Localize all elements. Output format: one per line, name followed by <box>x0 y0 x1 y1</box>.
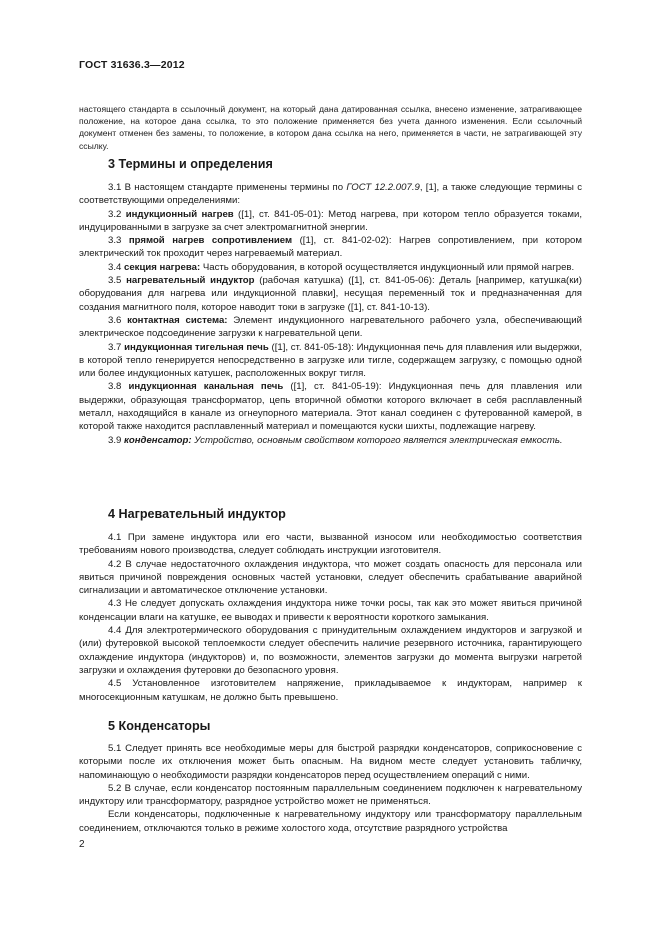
term-3-7: 3.7 индукционная тигельная печь ([1], ст. 841-05-18): Индукционная печь для плавления или выдержки, в которой тепло генерируется непосредственно в загрузке или тигле, содержащем загрузку, с помощью одной или более индукционных катушек, расположенных вокруг тигля. <box>79 341 582 380</box>
para-4-2: 4.2 В случае недостаточного охлаждения индуктора, что может создать опасность для персонала или явиться причиной повреждения основных частей установки, следует обеспечить срабатывание аварийной сигнализации и автоматическое отключение установки. <box>79 558 582 597</box>
section-3-title: 3 Термины и определения <box>108 157 273 171</box>
section-3-body <box>79 181 582 447</box>
term-3-6: 3.6 контактная система: Элемент индукционного нагревательного рабочего узла, обеспечивающий электрическое подсоединение загрузки к нагревательной цепи. <box>79 314 582 340</box>
section-5-body <box>79 742 582 835</box>
para-4-1: 4.1 При замене индуктора или его части, вызванной износом или необходимостью соответствия требованиям нового производства, следует соблюдать инструкции изготовителя. <box>79 532 582 557</box>
term-3-8: 3.8 индукционная канальная печь ([1], ст. 841-05-19): Индукционная печь для плавления или выдержки, образующая трансформатор, цепь вторичной обмотки которого включает в себя расплавленный металл, находящийся в канале из огнеупорного материала. Этот канал соединен с футерованной камерой, в которой также находится расплавленный материал и помещаются куски шихты, подлежащие нагреву. <box>79 381 582 433</box>
para-5-2-cont: Если конденсаторы, подключенные к нагревательному индуктору или трансформатору параллельным соединением, отключаются только в режиме холостого хода, отсутствие разрядного устройства <box>79 809 582 834</box>
intro-paragraph <box>79 103 582 152</box>
section-4-body <box>79 531 582 704</box>
para-4-5: 4.5 Установленное изготовителем напряжение, прикладываемое к индукторам, например к многосекционным катушкам, не должно быть превышено. <box>79 678 582 703</box>
section-4-title: 4 Нагревательный индуктор <box>108 507 286 521</box>
intro-text: настоящего стандарта в ссылочный документ, на который дана датированная ссылка, внесено изменение, затрагивающее положение, на которое дана ссылка, то это положение применяется без учета данного изменения. Если ссылочный документ отменен без замены, то положение, в котором дана ссылка на него, применяется в части, не затрагивающей эту ссылку. <box>79 104 582 151</box>
document-header: ГОСТ 31636.3—2012 <box>79 59 185 71</box>
para-5-1: 5.1 Следует принять все необходимые меры для быстрой разрядки конденсаторов, соприкосновение с которыми после их отключения может быть опасным. На видном месте следует установить табличку, напоминающую о необходимости разрядки конденсаторов перед осуществлением операций с ними. <box>79 743 582 781</box>
term-3-3: 3.3 прямой нагрев сопротивлением ([1], ст. 841-02-02): Нагрев сопротивлением, при котором электрический ток проходит через нагреваемый материал. <box>79 235 582 260</box>
para-5-2: 5.2 В случае, если конденсатор постоянным параллельным соединением подключен к нагревательному индуктору или трансформатору, разрядное устройство может не применяться. <box>79 782 582 808</box>
term-3-5: 3.5 нагревательный индуктор (рабочая катушка) ([1], ст. 841-05-06): Деталь [например, катушка(ки) оборудования для нагрева или индукционной плавки], несущая переменный ток и предназначенная для создания магнитного поля, которое наводит токи в загрузке ([1], ст. 841-10-13). <box>79 275 582 313</box>
page-number: 2 <box>79 839 85 850</box>
para-4-3: 4.3 Не следует допускать охлаждения индуктора ниже точки росы, так как это может явиться причиной конденсации влаги на катушке, ее выводах и привести к вероятности короткого замыкания. <box>79 598 582 623</box>
term-3-9: 3.9 конденсатор: Устройство, основным свойством которого является электрическая емкость. <box>108 434 563 446</box>
term-3-2: 3.2 индукционный нагрев ([1], ст. 841-05-01): Метод нагрева, при котором тепло образуется токами, индуцированными в загрузке за счет электромагнитной энергии. <box>79 208 582 233</box>
para-3-1: 3.1 В настоящем стандарте применены термины по ГОСТ 12.2.007.9, [1], а также следующие термины с соответствующими определениями: <box>79 182 583 207</box>
term-3-4: 3.4 секция нагрева: Часть оборудования, в которой осуществляется индукционный или прямой нагрев. <box>108 261 575 273</box>
section-5-title: 5 Конденсаторы <box>108 719 211 733</box>
para-4-4: 4.4 Для электротермического оборудования с принудительным охлаждением индукторов и загрузкой и (или) футеровкой высокой теплоемкости следует обеспечить наличие резервного источника, гарантирующего охлаждение индуктора (индукторов) и, по возможности, элементов загрузки до момента выгрузки нагретой загрузки и охлаждения футеровки до безопасного уровня. <box>79 625 582 676</box>
